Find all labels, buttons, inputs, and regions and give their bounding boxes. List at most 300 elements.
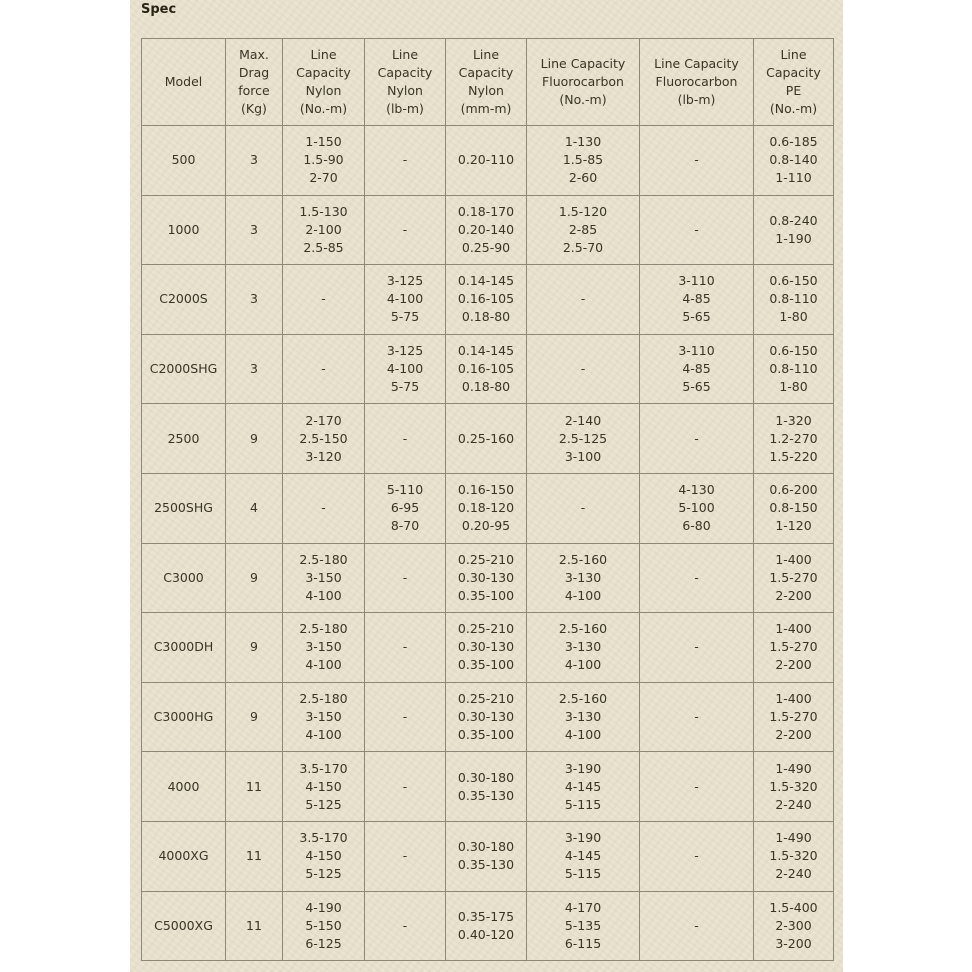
cell-nylon-lb-m — [365, 265, 446, 335]
cell-fluorocarbon-lb-m — [640, 543, 754, 613]
cell-value: 5-110 — [386, 482, 424, 498]
header-text-line: Line — [780, 47, 807, 62]
cell-value: 4-100 — [564, 657, 602, 673]
cell-nylon-no-m — [283, 334, 365, 404]
cell-value: 4-100 — [386, 291, 424, 307]
cell-value: 3 — [250, 291, 258, 307]
table-row — [142, 682, 834, 752]
cell-value: 0.40-120 — [457, 926, 515, 942]
cell-value: C3000DH — [153, 639, 214, 655]
cell-value: 0.30-130 — [457, 569, 515, 585]
cell-pe-no-m — [754, 891, 834, 961]
column-header-fluorocarbon-lb-m — [640, 39, 754, 126]
cell-value: 3-200 — [775, 935, 812, 951]
cell-value: 2.5-125 — [558, 430, 608, 446]
column-header-nylon-mm-m — [446, 39, 527, 126]
cell-value: 11 — [246, 848, 262, 864]
cell-max-drag-force — [226, 473, 283, 543]
cell-value: 0.14-145 — [457, 343, 515, 359]
cell-value: 3.5-170 — [299, 830, 348, 846]
cell-model — [142, 752, 226, 822]
cell-value: 5-125 — [305, 796, 342, 812]
header-text-line: Line Capacity — [654, 56, 739, 71]
cell-max-drag-force — [226, 752, 283, 822]
cell-nylon-no-m — [283, 752, 365, 822]
cell-value: 8-70 — [390, 518, 420, 534]
cell-value: 9 — [250, 430, 258, 446]
cell-value: C3000 — [163, 569, 204, 585]
cell-value: 2-60 — [568, 170, 598, 186]
cell-nylon-no-m — [283, 195, 365, 265]
cell-value: 0.25-160 — [457, 430, 515, 446]
table-row — [142, 543, 834, 613]
cell-value: 0.30-180 — [457, 839, 515, 855]
cell-value: - — [694, 848, 699, 864]
cell-value: - — [321, 291, 326, 307]
cell-nylon-mm-m — [446, 473, 527, 543]
header-text-line: Capacity — [296, 65, 351, 80]
cell-max-drag-force — [226, 891, 283, 961]
cell-value: C2000SHG — [149, 361, 218, 377]
cell-value: 5-115 — [564, 796, 602, 812]
header-text-line: Fluorocarbon — [542, 74, 624, 89]
column-header-fluorocarbon-no-m — [527, 39, 640, 126]
cell-value: 4000 — [167, 778, 200, 794]
cell-nylon-lb-m — [365, 613, 446, 683]
cell-value: 0.35-100 — [457, 727, 515, 743]
cell-value: 3-130 — [564, 569, 602, 585]
cell-nylon-mm-m — [446, 265, 527, 335]
cell-value: 5-100 — [678, 500, 715, 516]
cell-value: 3.5-170 — [299, 760, 348, 776]
cell-value: - — [694, 917, 699, 933]
cell-value: 1.5-85 — [562, 152, 604, 168]
cell-nylon-lb-m — [365, 682, 446, 752]
header-text-line: (lb-m) — [386, 101, 424, 116]
cell-fluorocarbon-no-m — [527, 126, 640, 196]
cell-value: 0.8-110 — [769, 361, 818, 377]
cell-nylon-mm-m — [446, 543, 527, 613]
column-header-max-drag-force — [226, 39, 283, 126]
cell-value: 0.14-145 — [457, 273, 515, 289]
header-text-line: Model — [164, 74, 203, 89]
cell-value: 2-200 — [775, 587, 812, 603]
cell-value: 11 — [246, 917, 262, 933]
cell-value: 2-140 — [564, 412, 602, 428]
cell-value: 4-150 — [305, 778, 342, 794]
cell-nylon-no-m — [283, 265, 365, 335]
cell-value: 0.16-150 — [457, 482, 515, 498]
cell-model — [142, 265, 226, 335]
cell-value: 0.16-105 — [457, 361, 515, 377]
cell-nylon-lb-m — [365, 752, 446, 822]
cell-value: - — [402, 709, 408, 725]
header-text-line: Capacity — [458, 65, 514, 80]
cell-value: 2-85 — [568, 221, 598, 237]
cell-value: 1-110 — [775, 170, 812, 186]
cell-fluorocarbon-no-m — [527, 404, 640, 474]
cell-value: 0.8-240 — [769, 212, 818, 228]
cell-value: 0.25-210 — [457, 551, 515, 567]
cell-model — [142, 126, 226, 196]
cell-value: 1.5-320 — [769, 778, 818, 794]
cell-value: 5-125 — [305, 866, 342, 882]
cell-value: 1000 — [167, 221, 200, 237]
table-row — [142, 195, 834, 265]
cell-model — [142, 334, 226, 404]
cell-value: 5-75 — [390, 309, 420, 325]
header-text-line: (No.-m) — [299, 101, 348, 116]
table-row — [142, 473, 834, 543]
cell-value: - — [694, 152, 699, 168]
cell-value: 4-130 — [678, 482, 715, 498]
cell-model — [142, 473, 226, 543]
cell-value: 0.35-175 — [457, 908, 515, 924]
header-text-line: Fluorocarbon — [655, 74, 738, 89]
cell-value: 6-125 — [305, 935, 342, 951]
column-header-nylon-lb-m — [365, 39, 446, 126]
header-text-line: Line — [472, 47, 500, 62]
column-header-nylon-no-m — [283, 39, 365, 126]
cell-value: - — [321, 361, 326, 377]
cell-value: 2.5-160 — [558, 621, 608, 637]
cell-value: - — [694, 639, 699, 655]
cell-max-drag-force — [226, 195, 283, 265]
cell-value: 2.5-180 — [299, 691, 348, 707]
cell-value: 4-100 — [305, 657, 342, 673]
cell-value: 0.8-140 — [769, 152, 818, 168]
cell-value: 4-100 — [386, 361, 424, 377]
cell-value: 0.30-130 — [457, 709, 515, 725]
cell-pe-no-m — [754, 473, 834, 543]
cell-max-drag-force — [226, 265, 283, 335]
cell-value: 0.20-95 — [461, 518, 511, 534]
header-text-line: Nylon — [468, 83, 504, 98]
cell-value: 1-130 — [564, 134, 602, 150]
cell-fluorocarbon-lb-m — [640, 334, 754, 404]
cell-nylon-lb-m — [365, 195, 446, 265]
cell-value: 9 — [250, 709, 258, 725]
cell-model — [142, 543, 226, 613]
cell-value: - — [321, 500, 326, 516]
cell-value: 1.5-130 — [299, 203, 348, 219]
cell-value: 2500 — [167, 430, 200, 446]
cell-value: 1-150 — [305, 134, 342, 150]
header-text-line: Nylon — [305, 83, 342, 98]
cell-nylon-mm-m — [446, 821, 527, 891]
cell-model — [142, 682, 226, 752]
cell-value: 1.5-90 — [303, 152, 344, 168]
cell-pe-no-m — [754, 613, 834, 683]
cell-value: 500 — [171, 152, 196, 168]
cell-value: 5-150 — [305, 917, 342, 933]
cell-fluorocarbon-lb-m — [640, 821, 754, 891]
cell-fluorocarbon-no-m — [527, 682, 640, 752]
cell-value: 1.5-270 — [769, 709, 818, 725]
table-row — [142, 613, 834, 683]
cell-fluorocarbon-lb-m — [640, 126, 754, 196]
cell-value: 2.5-70 — [562, 239, 604, 255]
header-text-line: Line — [391, 47, 419, 62]
cell-max-drag-force — [226, 126, 283, 196]
cell-value: 3-125 — [386, 343, 424, 359]
header-text-line: (mm-m) — [460, 101, 512, 116]
cell-pe-no-m — [754, 265, 834, 335]
cell-value: 3-125 — [386, 273, 424, 289]
cell-value: 5-65 — [682, 379, 711, 395]
cell-value: 1-80 — [779, 379, 808, 395]
table-body — [142, 126, 834, 961]
cell-value: 4-85 — [682, 361, 711, 377]
cell-nylon-lb-m — [365, 821, 446, 891]
cell-value: 2-70 — [309, 170, 338, 186]
cell-pe-no-m — [754, 543, 834, 613]
cell-fluorocarbon-no-m — [527, 543, 640, 613]
cell-value: 1.5-220 — [769, 448, 818, 464]
cell-value: 2-240 — [775, 866, 812, 882]
cell-pe-no-m — [754, 195, 834, 265]
cell-value: - — [402, 569, 408, 585]
table-row — [142, 334, 834, 404]
cell-value: 0.6-200 — [769, 482, 818, 498]
cell-fluorocarbon-no-m — [527, 334, 640, 404]
table-row — [142, 404, 834, 474]
cell-value: 4-145 — [564, 778, 602, 794]
cell-value: - — [402, 778, 408, 794]
cell-fluorocarbon-lb-m — [640, 891, 754, 961]
cell-value: - — [402, 848, 408, 864]
cell-value: 2-200 — [775, 657, 812, 673]
cell-fluorocarbon-lb-m — [640, 752, 754, 822]
cell-value: 1.2-270 — [769, 430, 818, 446]
cell-fluorocarbon-no-m — [527, 752, 640, 822]
cell-value: 6-80 — [682, 518, 711, 534]
cell-value: 3-150 — [305, 569, 342, 585]
cell-value: 2.5-85 — [303, 239, 344, 255]
cell-nylon-no-m — [283, 821, 365, 891]
cell-fluorocarbon-no-m — [527, 821, 640, 891]
cell-pe-no-m — [754, 334, 834, 404]
cell-nylon-no-m — [283, 543, 365, 613]
cell-max-drag-force — [226, 821, 283, 891]
header-text-line: Line — [310, 47, 337, 62]
header-text-line: (lb-m) — [677, 92, 716, 107]
cell-value: - — [694, 709, 699, 725]
cell-nylon-lb-m — [365, 543, 446, 613]
header-text-line: PE — [785, 83, 802, 98]
cell-value: C5000XG — [154, 917, 213, 933]
cell-value: 11 — [246, 778, 262, 794]
cell-value: 0.18-80 — [461, 379, 511, 395]
cell-value: 4-150 — [305, 848, 342, 864]
cell-value: 0.8-150 — [769, 500, 818, 516]
cell-value: 5-75 — [390, 379, 420, 395]
cell-value: 2-170 — [305, 412, 342, 428]
spec-table — [141, 38, 834, 961]
table-row — [142, 126, 834, 196]
cell-value: 0.18-170 — [457, 203, 515, 219]
header-text-line: Capacity — [766, 65, 821, 80]
cell-value: 1.5-120 — [558, 203, 608, 219]
cell-value: 0.25-210 — [457, 621, 515, 637]
cell-value: 4-145 — [564, 848, 602, 864]
table-header-row — [142, 39, 834, 126]
cell-fluorocarbon-lb-m — [640, 473, 754, 543]
cell-nylon-mm-m — [446, 891, 527, 961]
cell-value: 5-135 — [564, 917, 602, 933]
cell-value: 0.35-100 — [457, 657, 515, 673]
cell-value: 3 — [250, 221, 258, 237]
cell-fluorocarbon-lb-m — [640, 195, 754, 265]
cell-pe-no-m — [754, 821, 834, 891]
column-header-model — [142, 39, 226, 126]
cell-value: 0.35-100 — [457, 587, 515, 603]
cell-value: 4 — [250, 500, 258, 516]
cell-nylon-no-m — [283, 404, 365, 474]
cell-value: 4-100 — [564, 727, 602, 743]
cell-value: 2500SHG — [154, 500, 213, 516]
cell-nylon-no-m — [283, 126, 365, 196]
cell-value: - — [580, 500, 586, 516]
cell-value: 1.5-400 — [769, 899, 818, 915]
cell-value: 1-490 — [775, 760, 812, 776]
cell-value: 4000XG — [158, 848, 209, 864]
cell-pe-no-m — [754, 126, 834, 196]
cell-nylon-no-m — [283, 682, 365, 752]
cell-nylon-lb-m — [365, 334, 446, 404]
cell-value: - — [402, 221, 408, 237]
cell-nylon-lb-m — [365, 473, 446, 543]
table-row — [142, 265, 834, 335]
cell-value: 1-400 — [775, 551, 812, 567]
cell-value: 1-120 — [775, 518, 812, 534]
cell-value: 0.6-150 — [769, 273, 818, 289]
cell-max-drag-force — [226, 543, 283, 613]
cell-value: 3-150 — [305, 639, 342, 655]
cell-value: 4-85 — [682, 291, 711, 307]
cell-pe-no-m — [754, 682, 834, 752]
cell-value: 0.25-210 — [457, 691, 515, 707]
cell-value: 1-320 — [775, 412, 812, 428]
cell-value: 3-110 — [678, 273, 715, 289]
cell-nylon-lb-m — [365, 891, 446, 961]
cell-value: 2-300 — [775, 917, 812, 933]
table-row — [142, 752, 834, 822]
header-text-line: Drag — [238, 65, 270, 80]
cell-value: - — [580, 361, 586, 377]
header-text-line: Max. — [239, 47, 269, 62]
cell-nylon-no-m — [283, 891, 365, 961]
cell-nylon-no-m — [283, 473, 365, 543]
cell-nylon-lb-m — [365, 404, 446, 474]
cell-value: 0.18-120 — [457, 500, 515, 516]
cell-value: 1-190 — [775, 230, 812, 246]
cell-value: 9 — [250, 639, 258, 655]
cell-value: C3000HG — [153, 709, 214, 725]
cell-value: 1.5-270 — [769, 569, 818, 585]
cell-max-drag-force — [226, 334, 283, 404]
cell-value: 1-400 — [775, 691, 812, 707]
cell-nylon-mm-m — [446, 195, 527, 265]
cell-value: 0.30-180 — [457, 769, 515, 785]
header-text-line: Capacity — [377, 65, 433, 80]
cell-value: 0.8-110 — [769, 291, 818, 307]
cell-max-drag-force — [226, 404, 283, 474]
cell-nylon-mm-m — [446, 404, 527, 474]
cell-model — [142, 821, 226, 891]
cell-fluorocarbon-no-m — [527, 195, 640, 265]
cell-value: 0.6-150 — [769, 343, 818, 359]
cell-value: 0.35-130 — [457, 787, 515, 803]
cell-value: 9 — [250, 569, 258, 585]
cell-value: - — [402, 917, 408, 933]
cell-value: 0.6-185 — [769, 134, 818, 150]
cell-value: 3-150 — [305, 709, 342, 725]
cell-fluorocarbon-lb-m — [640, 682, 754, 752]
cell-value: 5-65 — [682, 309, 711, 325]
cell-nylon-mm-m — [446, 682, 527, 752]
cell-value: C2000S — [159, 291, 208, 307]
cell-value: 3-100 — [564, 448, 602, 464]
column-header-pe-no-m — [754, 39, 834, 126]
cell-value: 3-190 — [564, 830, 602, 846]
cell-value: 3-110 — [678, 343, 715, 359]
cell-fluorocarbon-no-m — [527, 613, 640, 683]
cell-value: 4-100 — [564, 587, 602, 603]
cell-value: - — [402, 430, 408, 446]
cell-value: 0.25-90 — [461, 239, 511, 255]
cell-nylon-mm-m — [446, 126, 527, 196]
cell-value: 4-170 — [564, 899, 602, 915]
cell-model — [142, 613, 226, 683]
cell-value: - — [694, 221, 699, 237]
cell-value: 1-80 — [779, 309, 808, 325]
cell-value: 5-115 — [564, 866, 602, 882]
cell-value: 1-490 — [775, 830, 812, 846]
cell-value: 3-130 — [564, 709, 602, 725]
cell-value: 6-95 — [390, 500, 420, 516]
cell-value: 0.35-130 — [457, 857, 515, 873]
header-text-line: (No.-m) — [769, 101, 818, 116]
cell-value: 2-240 — [775, 796, 812, 812]
header-text-line: Nylon — [387, 83, 423, 98]
cell-value: 0.18-80 — [461, 309, 511, 325]
cell-model — [142, 404, 226, 474]
cell-value: 2.5-180 — [299, 551, 348, 567]
cell-model — [142, 195, 226, 265]
cell-value: 3 — [250, 152, 258, 168]
cell-value: 1.5-320 — [769, 848, 818, 864]
cell-nylon-lb-m — [365, 126, 446, 196]
cell-model — [142, 891, 226, 961]
cell-value: 3 — [250, 361, 258, 377]
cell-value: - — [580, 291, 586, 307]
section-title: Spec — [141, 2, 177, 17]
header-text-line: (Kg) — [241, 101, 267, 116]
table-row — [142, 891, 834, 961]
cell-value: 0.20-140 — [457, 221, 515, 237]
cell-value: - — [694, 569, 699, 585]
cell-value: - — [694, 430, 699, 446]
cell-value: - — [402, 152, 408, 168]
cell-value: 1.5-270 — [769, 639, 818, 655]
cell-value: 2.5-150 — [299, 430, 348, 446]
cell-value: 4-100 — [305, 587, 342, 603]
cell-fluorocarbon-no-m — [527, 265, 640, 335]
cell-value: - — [694, 778, 699, 794]
cell-fluorocarbon-no-m — [527, 473, 640, 543]
cell-value: 0.20-110 — [457, 152, 515, 168]
